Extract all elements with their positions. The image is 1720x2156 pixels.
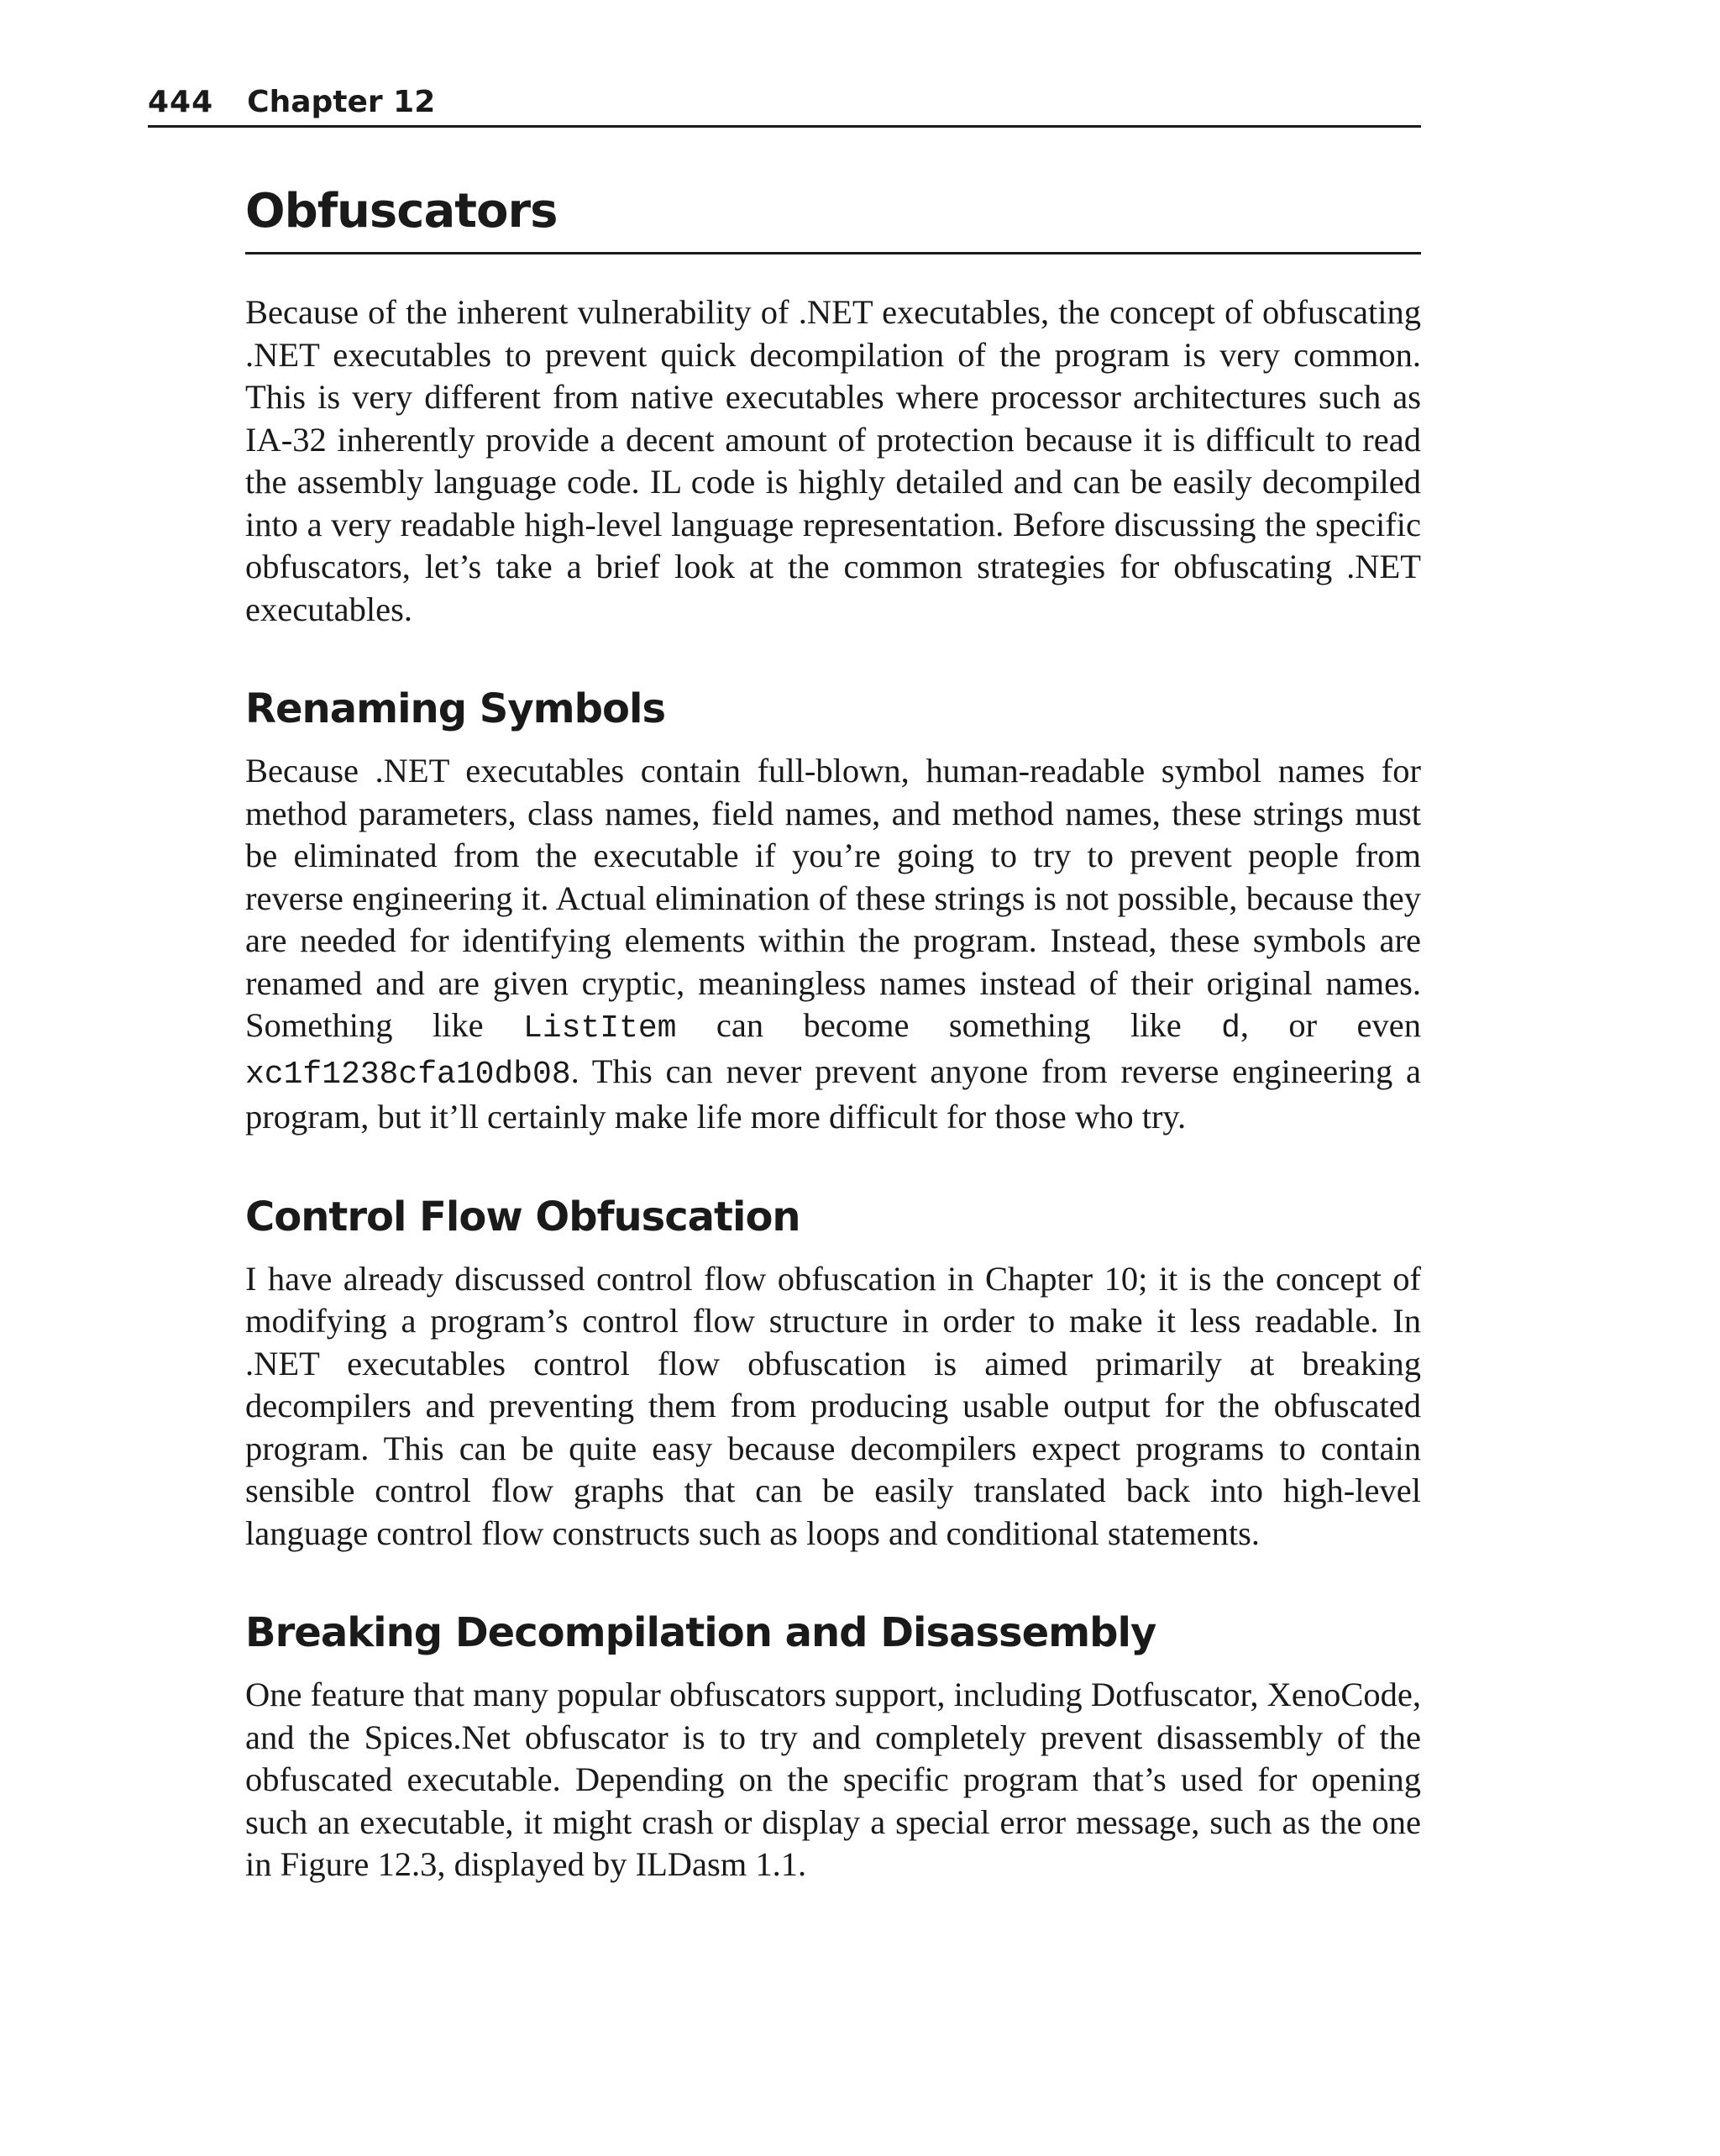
section-title-breaking-decompilation: Breaking Decompilation and Disassembly xyxy=(245,1609,1156,1656)
renaming-text-3: , or even xyxy=(1240,1006,1422,1044)
running-head xyxy=(148,81,1421,128)
renaming-text-2: can become something like xyxy=(716,1006,1182,1044)
control-flow-paragraph: I have already discussed control flow obfuscation in Chapter 10; it is the concept of modifying a program’s control flow structure in order to make it less readable. In .NET executables control flow obfuscation is aimed primarily at breaking decompilers and preventing them from producing usable output for the obfuscated program. This can be quite easy because decompilers expect programs to contain sensible control flow graphs that can be easily translated back into high-level language control flow constructs such as loops and conditional statements. xyxy=(245,1259,1421,1552)
section-title-renaming-symbols: Renaming Symbols xyxy=(245,685,666,732)
renaming-text-4: . This can never prevent anyone from reverse engineering a program, but it’ll certainly make life more difficult for those who try. xyxy=(245,1052,1421,1136)
code-listitem: ListItem xyxy=(523,1010,677,1047)
breaking-paragraph: One feature that many popular obfuscators support, including Dotfuscator, XenoCode, and the Spices.Net obfuscator is to try and completely prevent disassembly of the obfuscated executable. Depending on the specific program that’s used for opening such an executable, it might crash or display a special error message, such as the one in Figure 12.3, displayed by ILDasm 1.1. xyxy=(245,1676,1421,1883)
renaming-paragraph xyxy=(245,750,1421,1139)
section-title-control-flow: Control Flow Obfuscation xyxy=(245,1193,800,1241)
chapter-label: Chapter 12 xyxy=(247,85,436,119)
code-d: d xyxy=(1221,1010,1240,1047)
renaming-text-1: Because .NET executables contain full-blown, human-readable symbol names for method parameters, class names, field names, and method names, these strings must be eliminated from the executable if you’re going to try to prevent people from reverse engineering it. Actual elimination of these strings is not possible, because they are needed for identifying elements within the program. Instead, these symbols are renamed and are given cryptic, meaningless names instead of their original names. Something like xyxy=(245,752,1421,1044)
page-number: 444 xyxy=(148,85,214,119)
page-content xyxy=(245,176,1421,1886)
chapter-title: Obfuscators xyxy=(245,176,1421,254)
intro-paragraph: Because of the inherent vulnerability of .NET executables, the concept of obfuscating .NET executables to prevent quick decompilation of the program is very common. This is very different from native executables where processor architectures such as IA-32 inherently provide a decent amount of protection because it is difficult to read the assembly language code. IL code is highly detailed and can be easily decompiled into a very readable high-level language representation. Before discussing the specific obfuscators, let’s take a brief look at the common strategies for obfuscating .NET executables. xyxy=(245,293,1421,628)
code-hash-name: xc1f1238cfa10db08 xyxy=(245,1056,571,1093)
